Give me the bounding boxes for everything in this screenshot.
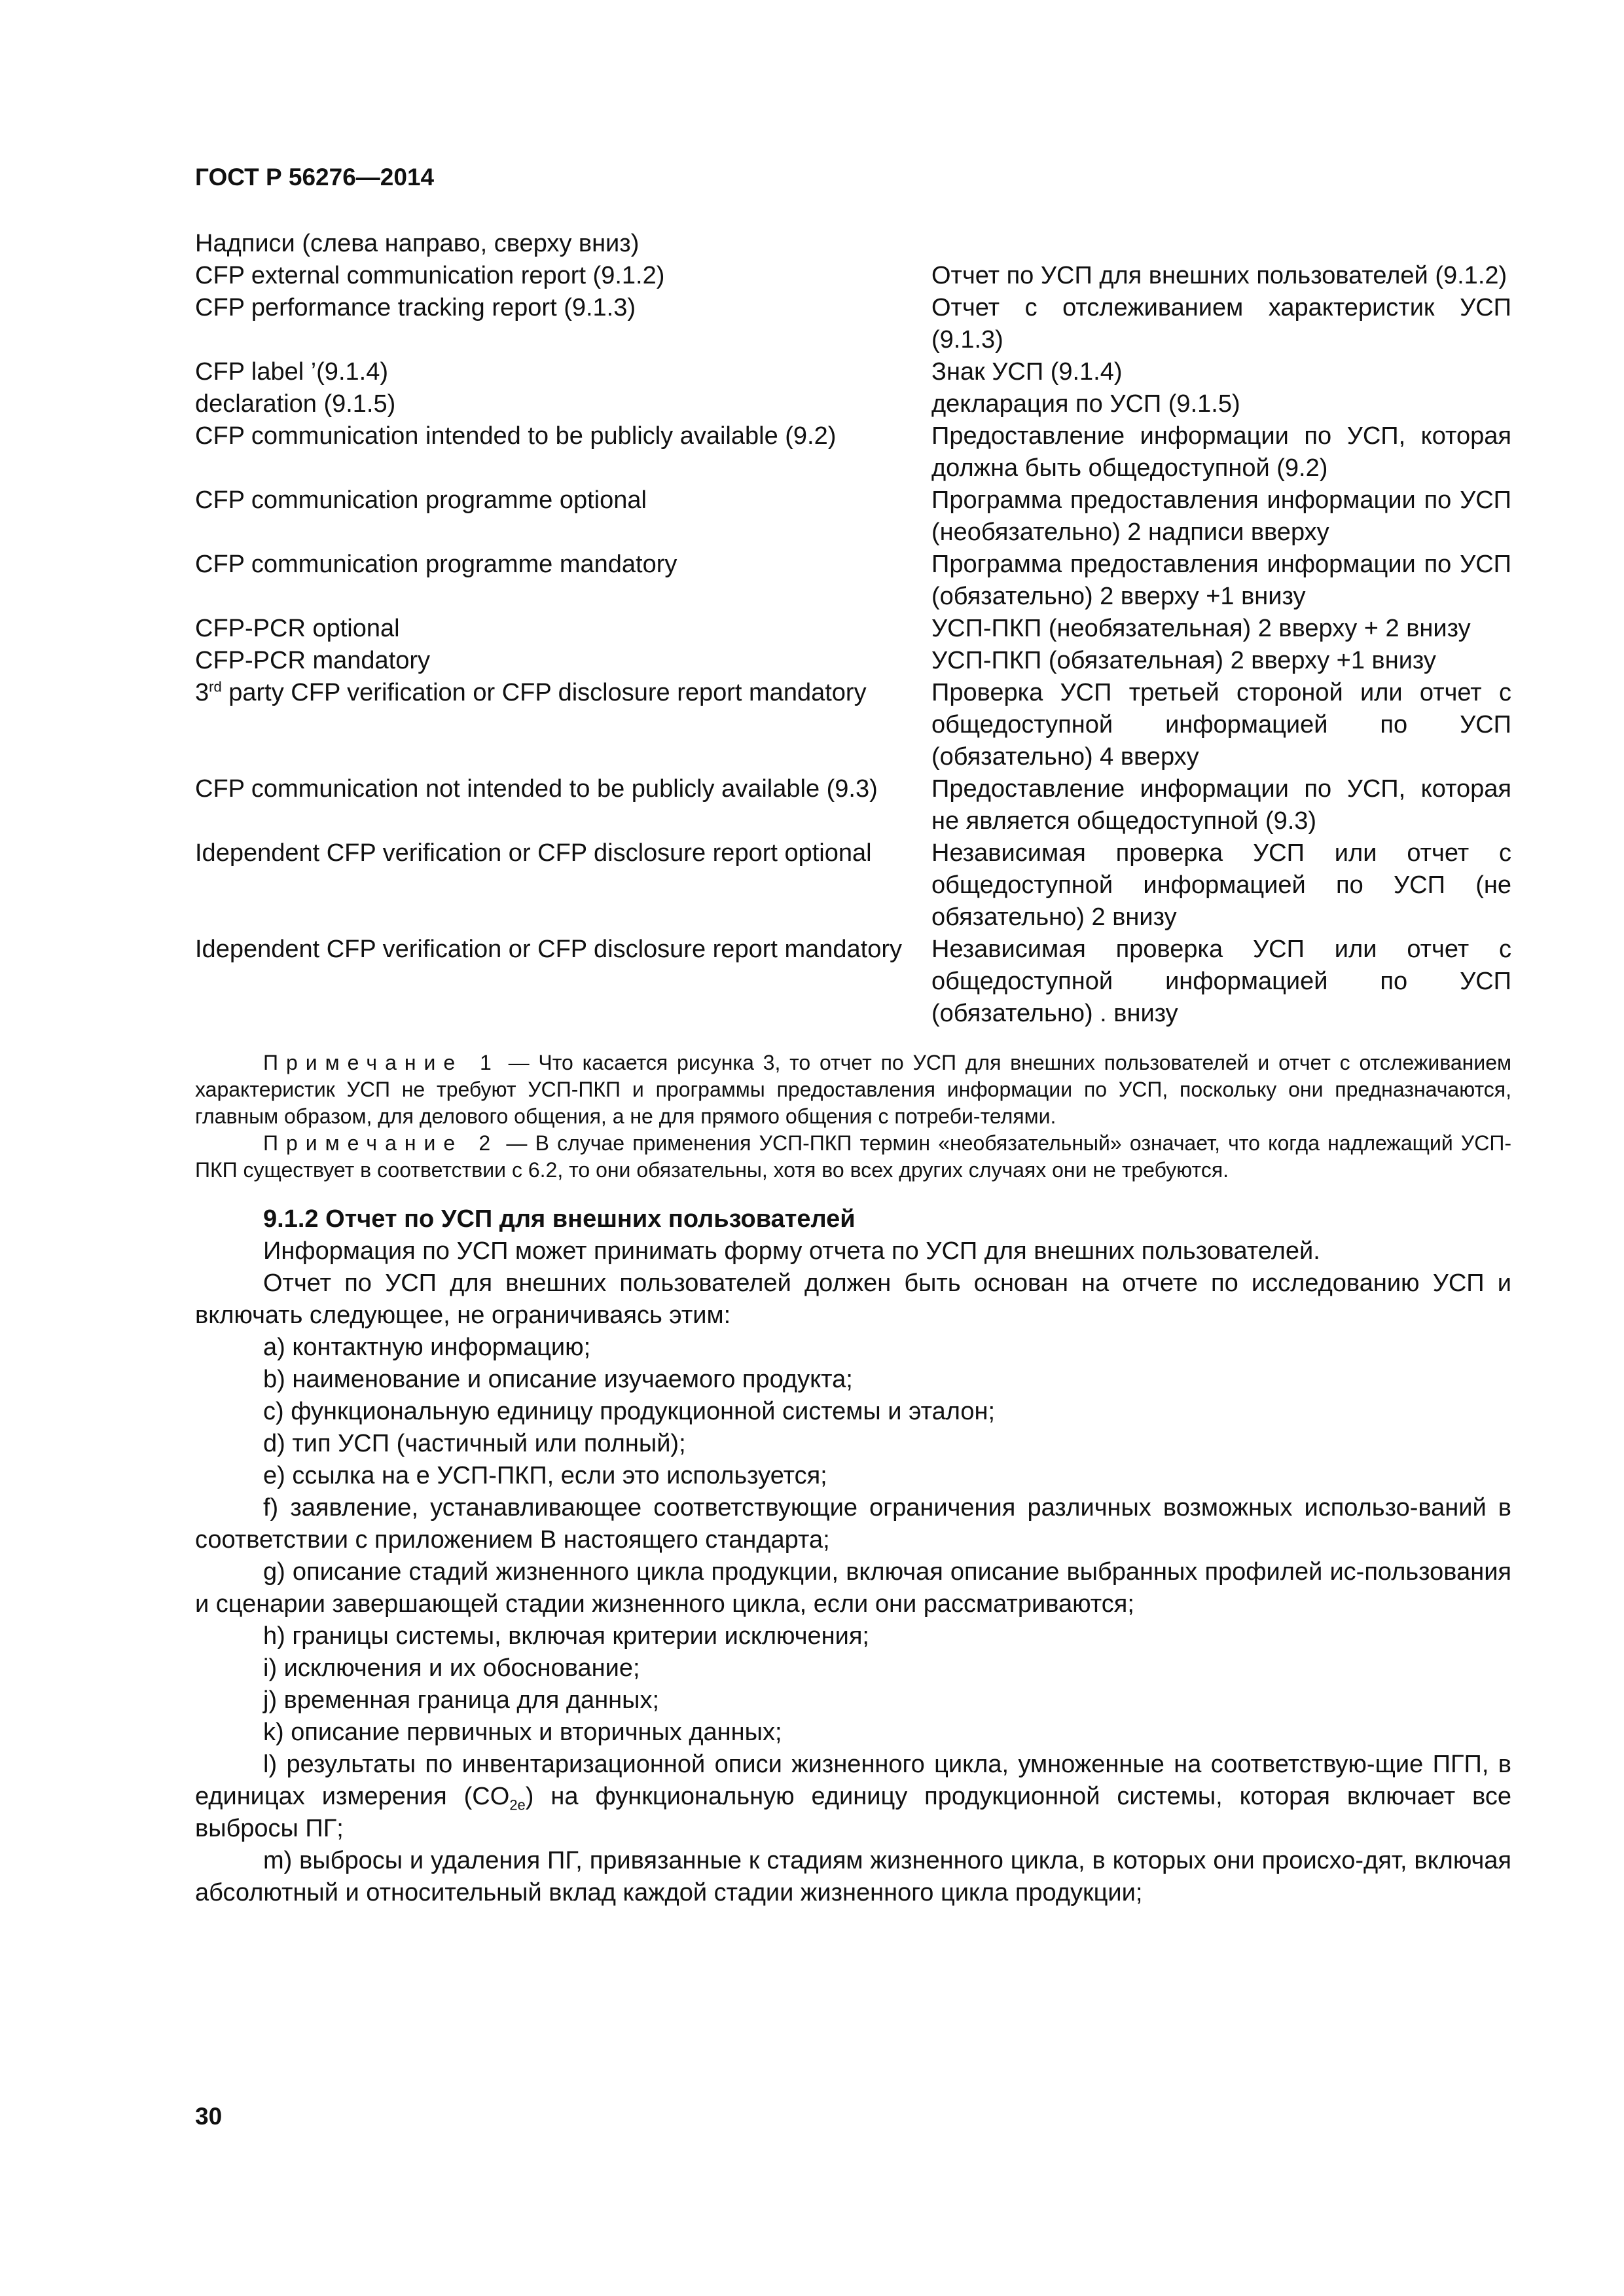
legend-row	[195, 260, 1511, 292]
legend-english: declaration (9.1.5)	[195, 390, 396, 418]
list-item: e) ссылка на е УСП-ПКП, если это используется;	[263, 1462, 827, 1489]
legend-russian: Предоставление информации по УСП, которая должна быть общедоступной (9.2)	[931, 422, 1511, 482]
page-number: 30	[195, 2103, 223, 2130]
section-title: 9.1.2 Отчет по УСП для внешних пользователей	[263, 1205, 856, 1233]
legend-table	[195, 260, 1511, 1030]
legend-russian: декларация по УСП (9.1.5)	[931, 390, 1240, 418]
legend-english: CFP communication not intended to be publicly available (9.3)	[195, 775, 878, 803]
list-item: h) границы системы, включая критерии исключения;	[263, 1622, 869, 1650]
notes-block	[195, 1049, 1511, 1184]
ordinal-suffix: rd	[209, 678, 222, 695]
legend-row	[195, 388, 1511, 420]
legend-russian: Программа предоставления информации по УСП (необязательно) 2 надписи вверху	[931, 486, 1511, 546]
item-l-text: l) результаты по инвентаризационной описи жизненного цикла, умноженные на соответствую-щие ПГП, в единицах измерения (CO	[195, 1751, 1511, 1810]
legend-row	[195, 420, 1511, 484]
legend-russian: Отчет по УСП для внешних пользователей (9.1.2)	[931, 262, 1507, 289]
legend-russian: Отчет с отслеживанием характеристик УСП (9.1.3)	[931, 294, 1511, 354]
list-item: d) тип УСП (частичный или полный);	[263, 1430, 686, 1457]
legend-english: CFP external communication report (9.1.2)	[195, 262, 665, 289]
legend-english: CFP performance tracking report (9.1.3)	[195, 294, 636, 321]
note-2	[195, 1130, 1511, 1184]
legend-row	[195, 484, 1511, 549]
paragraph: Информация по УСП может принимать форму отчета по УСП для внешних пользователей.	[263, 1237, 1320, 1265]
legend-row	[195, 292, 1511, 356]
legend-english: Idependent CFP verification or CFP disclosure report mandatory	[195, 936, 903, 963]
list-item: а) контактную информацию;	[263, 1334, 591, 1361]
legend-row	[195, 549, 1511, 613]
section-body	[195, 1235, 1511, 1909]
list-item: j) временная граница для данных;	[263, 1686, 660, 1714]
legend-english: CFP label ’(9.1.4)	[195, 358, 388, 386]
legend-russian: УСП-ПКП (обязательная) 2 вверху +1 внизу	[931, 647, 1436, 674]
list-item: g) описание стадий жизненного цикла продукции, включая описание выбранных профилей ис-пользования и сценарии завершающей стадии жизненного цикла, если они рассматриваются;	[195, 1558, 1511, 1618]
legend-row	[195, 677, 1511, 773]
legend-english: CFP communication programme optional	[195, 486, 647, 514]
item-l-text-end: ) на функциональную единицу продукционной системы, которая включает все выбросы ПГ;	[195, 1783, 1511, 1842]
co2-subscript: 2e	[509, 1796, 526, 1813]
legend-english	[195, 677, 922, 773]
legend-russian: Предоставление информации по УСП, которая не является общедоступной (9.3)	[931, 775, 1511, 835]
legend-russian: Проверка УСП третьей стороной или отчет с общедоступной информацией по УСП (обязательно) 4 вверху	[931, 679, 1511, 771]
note-label: Примечание 2	[263, 1131, 499, 1155]
list-item: k) описание первичных и вторичных данных;	[263, 1719, 782, 1746]
note-text: — Что касается рисунка 3, то отчет по УСП для внешних пользователей и отчет с отслеживанием характеристик УСП не требуют УСП-ПКП и программы предоставления информации по УСП, поскольку они предназначаются, главным образом, для делового общения, а не для прямого общения с потреби-телями.	[195, 1051, 1512, 1128]
legend-intro: Надписи (слева направо, сверху вниз)	[195, 230, 640, 257]
list-item: b) наименование и описание изучаемого продукта;	[263, 1366, 853, 1393]
legend-russian: Знак УСП (9.1.4)	[931, 358, 1123, 386]
legend-russian: Независимая проверка УСП или отчет с общедоступной информацией по УСП (не обязательно) 2 внизу	[931, 839, 1511, 931]
list-item: c) функциональную единицу продукционной системы и эталон;	[263, 1398, 996, 1425]
legend-russian: Независимая проверка УСП или отчет с общедоступной информацией по УСП (обязательно) . внизу	[931, 936, 1511, 1027]
list-item: i) исключения и их обоснование;	[263, 1654, 640, 1682]
legend-english: CFP-PCR mandatory	[195, 647, 430, 674]
list-item: m) выбросы и удаления ПГ, привязанные к стадиям жизненного цикла, в которых они происхо-дят, включая абсолютный и относительный вклад каждой стадии жизненного цикла продукции;	[195, 1847, 1511, 1906]
legend-row	[195, 837, 1511, 934]
ordinal-number: 3	[195, 679, 209, 706]
legend-row	[195, 613, 1511, 645]
list-item: f) заявление, устанавливающее соответствующие ограничения различных возможных использо-ваний в соответствии с приложением В настоящего стандарта;	[195, 1494, 1511, 1554]
legend-russian: УСП-ПКП (необязательная) 2 вверху + 2 внизу	[931, 615, 1471, 642]
note-1	[195, 1049, 1511, 1130]
legend-row	[195, 356, 1511, 388]
legend-row	[195, 645, 1511, 677]
legend-english: Idependent CFP verification or CFP disclosure report optional	[195, 839, 872, 867]
legend-english: CFP communication intended to be publicly available (9.2)	[195, 422, 837, 450]
document-page	[195, 164, 1511, 1909]
legend-english-text: party CFP verification or CFP disclosure report mandatory	[221, 679, 867, 706]
paragraph: Отчет по УСП для внешних пользователей должен быть основан на отчете по исследованию УСП и включать следующее, не ограничиваясь этим:	[195, 1269, 1511, 1329]
note-text: — В случае применения УСП-ПКП термин «необязательный» означает, что когда надлежащий УСП-ПКП существует в соответствии с 6.2, то они обязательны, хотя во всех других случаях они не требуются.	[195, 1131, 1512, 1182]
document-header: ГОСТ Р 56276—2014	[195, 164, 435, 191]
legend-row	[195, 773, 1511, 837]
list-item	[195, 1749, 1511, 1845]
note-label: Примечание 1	[263, 1051, 499, 1074]
legend-english: CFP communication programme mandatory	[195, 551, 677, 578]
legend-row	[195, 934, 1511, 1030]
legend-english: CFP-PCR optional	[195, 615, 400, 642]
legend-russian: Программа предоставления информации по УСП (обязательно) 2 вверху +1 внизу	[931, 551, 1511, 610]
